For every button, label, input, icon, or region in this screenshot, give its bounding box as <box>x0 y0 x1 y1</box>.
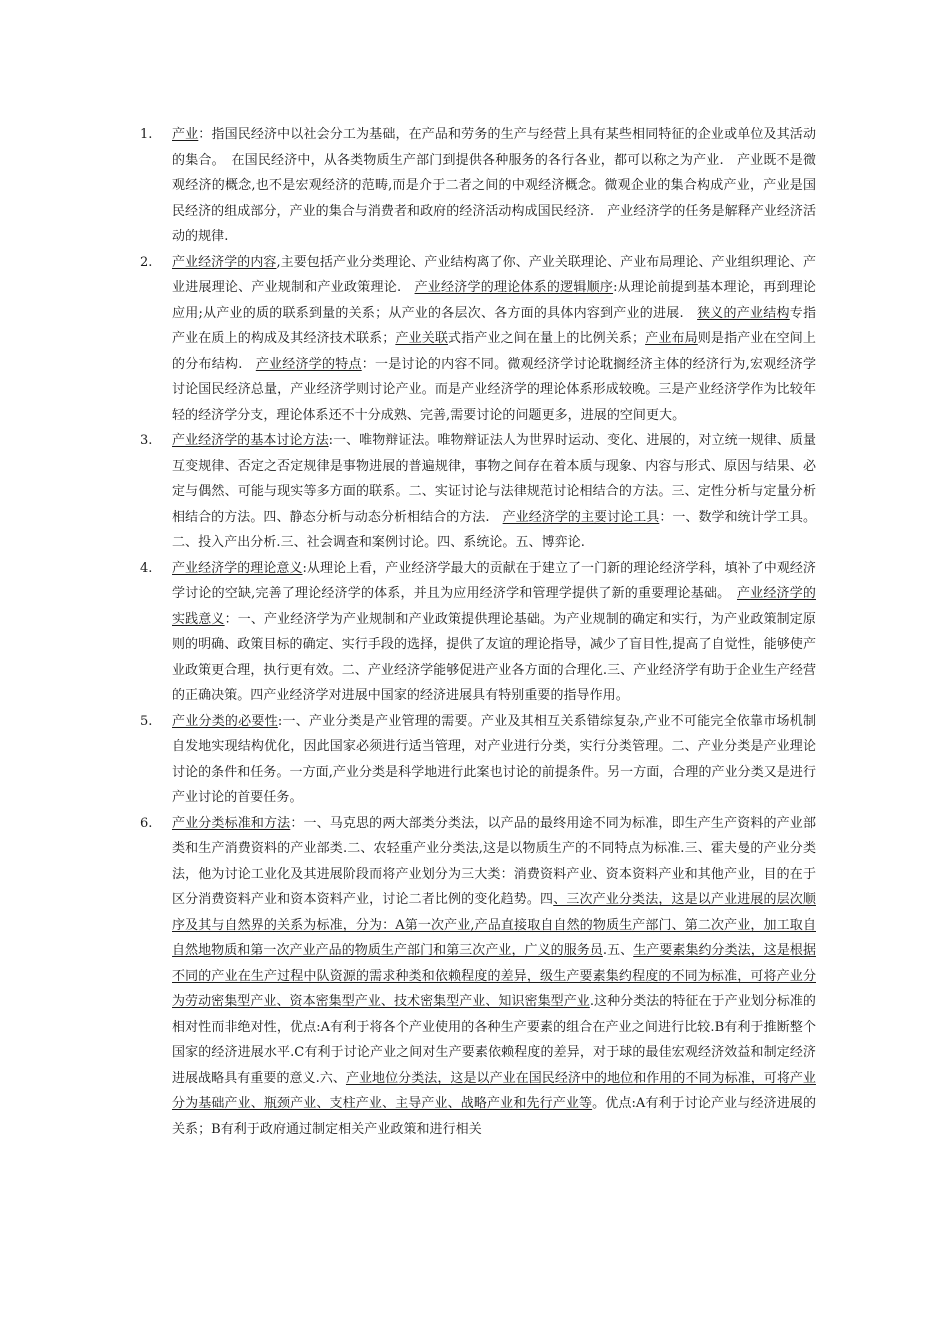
text-run: ：一、数学和统计学工具。二、投入产出分析.三、社会调查和案例讨论。四、系统论。五、博弈论. <box>172 509 816 550</box>
item-text <box>172 122 816 250</box>
underlined-term: 产业关联 <box>395 331 449 346</box>
underlined-term: 狭义的产业结构 <box>697 305 790 321</box>
numbered-list <box>140 122 816 1142</box>
text-run: .这种分类法的特征在于产业划分标准的相对性而非绝对性，优点:A有利于将各个产业使用的各种生产要素的组合在产业之间进行比较.B有利于推断整个国家的经济进展水平.C有利于讨论产业之间对生产要素依赖程度的差异，对于球的最佳宏观经济效益和制定经济进展战略具有重要的意义.六、 <box>172 994 816 1086</box>
list-item <box>140 709 816 811</box>
text-run: .五、 <box>602 943 634 958</box>
list-item <box>140 811 816 1143</box>
underlined-term: 、三次产业分类法，这是以产业进展的层次顺序及其与自然界的关系为标准，分为：A第一次产业,产品直接取自自然的物质生产部门、第二次产业，加工取自自然地物质和第一次产业产品的物质生产部门和第三次产业，广义的服务员 <box>172 892 816 958</box>
underlined-term: 产业布局 <box>645 331 698 346</box>
list-item <box>140 428 816 556</box>
underlined-term: 产业经济学的理论意义 <box>172 560 303 576</box>
item-number: 4. <box>140 560 153 576</box>
text-run: :从理论前提到基本理论，再到理论应用;从产业的质的联系到量的关系；从产业的各层次、各方面的具体内容到产业的进展. <box>172 280 816 321</box>
list-item <box>140 250 816 429</box>
text-run: :从理论上看，产业经济学最大的贡献在于建立了一门新的理论经济学科，填补了中观经济学讨论的空缺,完善了理论经济学的体系，并且为应用经济学和管理学提供了新的重要理论基础。 <box>172 560 816 601</box>
text-run: 专指产业在质上的构成及其经济技术联系； <box>172 305 817 346</box>
underlined-term: 产业地位分类法，这是以产业在国民经济中的地位和作用的不同为标准，可将产业分为基础产业、瓶颈产业、支柱产业、主导产业、战略产业和先行产业等 <box>172 1070 816 1111</box>
item-text <box>172 250 816 429</box>
item-number: 3. <box>140 433 153 448</box>
underlined-term: 产业分类的必要性 <box>172 713 278 729</box>
underlined-term: 产业经济学的基本讨论方法 <box>172 433 329 448</box>
underlined-term: 产业经济学的特点 <box>255 356 362 372</box>
text-run: :一、唯物辩证法。唯物辩证法人为世界时运动、变化、进展的，对立统一规律、质量互变规律、否定之否定规律是事物进展的普遍规律，事物之间存在着本质与现象、内容与形式、原因与结果、必定与偶然、可能与现实等多方面的联系。二、实证讨论与法律规范讨论相结合的方法。三、定性分析与定量分析相结合的方法。四、静态分析与动态分析相结合的方法. <box>172 433 817 525</box>
list-item <box>140 122 816 250</box>
text-run: ：一、马克思的两大部类分类法，以产品的最终用途不同为标准，即生产生产资料的产业部类和生产消费资料的产业部类.二、农轻重产业分类法,这是以物质生产的不同特点为标准.三、霍夫曼的产业分类法，他为讨论工业化及其进展阶段而将产业划分为三大类：消费资料产业、资本资料产业和其他产业，目的在于区分消费资料产业和资本资料产业，讨论二者比例的变化趋势。四 <box>172 815 816 907</box>
list-item <box>140 556 816 709</box>
underlined-term: 产业经济学的理论体系的逻辑顺序 <box>414 280 614 295</box>
text-run: 。优点:A有利于讨论产业与经济进展的关系；B有利于政府通过制定相关产业政策和进行相关 <box>172 1096 817 1137</box>
text-run: ：指国民经济中以社会分工为基础，在产品和劳务的生产与经营上具有某些相同特征的企业或单位及其活动的集合。 在国民经济中，从各类物质生产部门到提供各种服务的各行各业，都可以称之为产业. 产业既不是微观经济的概念,也不是宏观经济的范畴,而是介于二者之间的中观经济概念。微观企业的集合构成产业，产业是国民经济的组成部分，产业的集合与消费者和政府的经济活动构成国民经济. 产业经济学的任务是解释产业经济活动的规律. <box>172 127 816 244</box>
item-text <box>172 811 816 1143</box>
item-number: 6. <box>140 815 153 831</box>
item-number: 5. <box>140 713 153 729</box>
text-run: :一、产业分类是产业管理的需要。产业及其相互关系错综复杂,产业不可能完全依靠市场机制自发地实现结构优化，因此国家必须进行适当管理，对产业进行分类，实行分类管理。二、产业分类是产业理论讨论的条件和任务。一方面,产业分类是科学地进行此案也讨论的前提条件。另一方面，合理的产业分类又是进行产业讨论的首要任务。 <box>172 713 816 805</box>
text-run: ：一是讨论的内容不同。微观经济学讨论耽搁经济主体的经济行为,宏观经济学讨论国民经济总量，产业经济学则讨论产业。而是产业经济学的理论体系形成较晚。三是产业经济学作为比较年轻的经济学分支，理论体系还不十分成熟、完善,需要讨论的问题更多，进展的空间更大。 <box>172 356 816 423</box>
underlined-term: 生产要素集约分类法，这是根据不同的产业在生产过程中队资源的需求种类和依赖程度的差异，级生产要素集约程度的不同为标准，可将产业分为劳动密集型产业、资本密集型产业、技术密集型产业、知识密集型产业 <box>172 943 816 1009</box>
item-number: 2. <box>140 254 153 270</box>
text-run: 式指产业之间在量上的比例关系； <box>448 331 646 346</box>
item-text <box>172 428 816 556</box>
underlined-term: 产业经济学的主要讨论工具 <box>502 509 660 525</box>
underlined-term: 产业 <box>172 127 199 142</box>
text-run: 则是指产业在空间上的分布结构. <box>172 331 816 372</box>
underlined-term: 产业经济学的实践意义 <box>172 586 816 627</box>
item-text <box>172 709 816 811</box>
underlined-term: 产业分类标准和方法 <box>172 815 291 831</box>
underlined-term: 产业经济学的内容 <box>172 254 277 270</box>
text-run: ：一、产业经济学为产业规制和产业政策提供理论基础。为产业规制的确定和实行，为产业政策制定原则的明确、政策目标的确定、实行手段的选择，提供了友谊的理论指导，减少了盲目性,提高了自觉性，能够使产业政策更合理，执行更有效。二、产业经济学能够促进产业各方面的合理化.三、产业经济学有助于企业生产经营的正确决策。四产业经济学对进展中国家的经济进展具有特别重要的指导作用。 <box>172 611 816 703</box>
text-run: ,主要包括产业分类理论、产业结构离了你、产业关联理论、产业布局理论、产业组织理论、产业进展理论、产业规制和产业政策理论. <box>172 254 817 295</box>
item-number: 1. <box>140 127 153 142</box>
item-text <box>172 556 816 709</box>
